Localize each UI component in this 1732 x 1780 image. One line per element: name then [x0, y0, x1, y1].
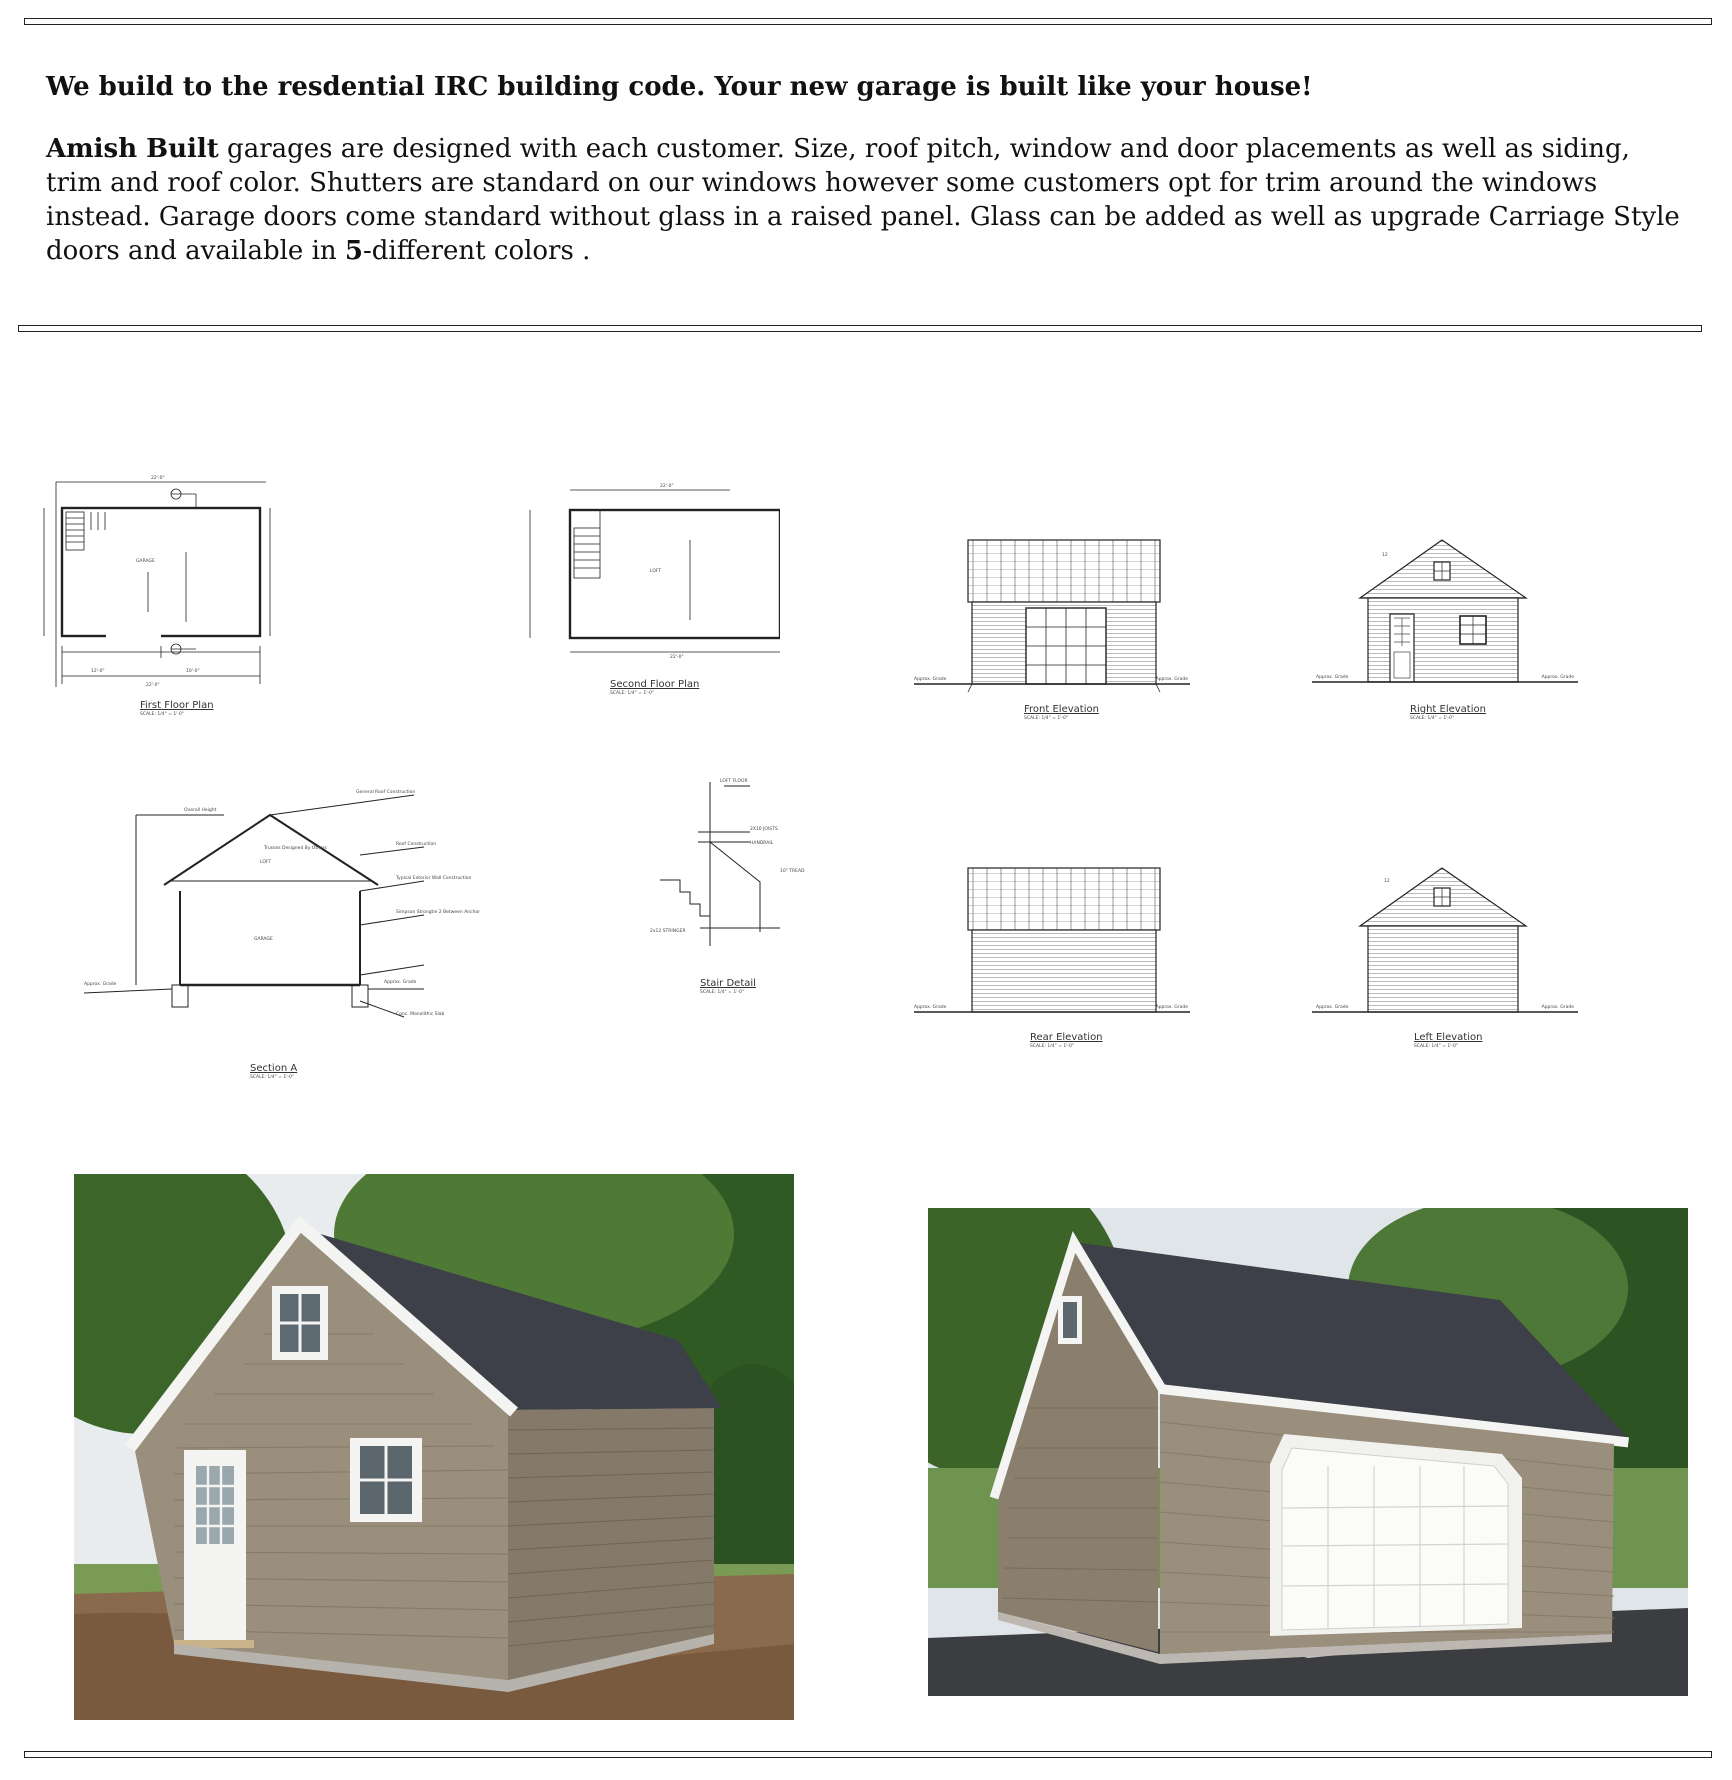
- stair-title: Stair Detail: [700, 978, 756, 989]
- svg-text:Approx. Grade: Approx. Grade: [1541, 675, 1574, 680]
- svg-text:Conc. Monolithic Slab: Conc. Monolithic Slab: [396, 1012, 445, 1017]
- svg-text:Approx. Grade: Approx. Grade: [1155, 1005, 1188, 1010]
- left-elev-title: Left Elevation: [1414, 1032, 1483, 1043]
- svg-text:12: 12: [1382, 553, 1388, 558]
- section-a-drawing: [84, 785, 524, 1085]
- svg-text:Approx. Grade: Approx. Grade: [384, 980, 417, 985]
- sfp-room-label: LOFT: [650, 569, 662, 574]
- svg-text:10'-0": 10'-0": [186, 669, 200, 674]
- brand-name: Amish Built: [46, 134, 219, 164]
- svg-text:Typical Exterior Wall Construc: Typical Exterior Wall Construction: [396, 876, 472, 881]
- section-loft-label: LOFT: [260, 860, 272, 865]
- second-floor-plan-drawing: [520, 480, 780, 700]
- intro-text: [46, 70, 1686, 296]
- svg-text:22'-0": 22'-0": [151, 476, 165, 481]
- right-elevation-drawing: [1308, 530, 1588, 730]
- svg-text:HANDRAIL: HANDRAIL: [750, 841, 774, 846]
- stair-detail-drawing: [640, 772, 840, 1012]
- svg-text:10" TREAD: 10" TREAD: [780, 869, 805, 874]
- svg-text:2X10 JOISTS: 2X10 JOISTS: [750, 827, 778, 832]
- garage-photo-side: [74, 1174, 794, 1720]
- sfp-title: Second Floor Plan: [610, 679, 700, 690]
- svg-text:Simpson Strongtie 2 Between An: Simpson Strongtie 2 Between Anchor: [396, 910, 481, 915]
- svg-text:22'-0": 22'-0": [660, 484, 674, 489]
- top-divider: [24, 18, 1712, 25]
- garage-photo-front: [928, 1208, 1688, 1696]
- color-count: 5: [344, 236, 363, 266]
- svg-text:Approx. Grade: Approx. Grade: [914, 677, 947, 682]
- left-elevation-drawing: [1308, 858, 1588, 1058]
- rear-elev-title: Rear Elevation: [1030, 1032, 1103, 1043]
- middle-divider: [18, 325, 1702, 332]
- section-room-label: GARAGE: [254, 937, 273, 942]
- svg-text:Approx. Grade: Approx. Grade: [1316, 1005, 1349, 1010]
- ffp-room-label: GARAGE: [136, 559, 155, 564]
- right-elev-title: Right Elevation: [1410, 704, 1486, 715]
- svg-text:Approx. Grade: Approx. Grade: [84, 982, 117, 987]
- svg-text:Overall Height: Overall Height: [184, 808, 217, 813]
- section-title: Section A: [250, 1063, 298, 1074]
- intro-headline: We build to the resdential IRC building code. Your new garage is built like your house!: [46, 72, 1313, 102]
- bottom-divider: [24, 1751, 1712, 1758]
- left-elev-scale: SCALE: 1/4" = 1'-0": [1414, 1044, 1458, 1049]
- svg-text:Roof Construction: Roof Construction: [396, 842, 437, 847]
- intro-paragraph: [46, 132, 1686, 268]
- rear-elev-scale: SCALE: 1/4" = 1'-0": [1030, 1044, 1074, 1049]
- section-scale: SCALE: 1/4" = 1'-0": [250, 1075, 294, 1080]
- svg-text:Approx. Grade: Approx. Grade: [1155, 677, 1188, 682]
- svg-text:22'-0": 22'-0": [670, 655, 684, 660]
- svg-text:Approx. Grade: Approx. Grade: [914, 1005, 947, 1010]
- svg-text:12: 12: [1384, 879, 1390, 884]
- first-floor-plan-drawing: [36, 472, 296, 722]
- svg-text:12'-0": 12'-0": [91, 669, 105, 674]
- svg-text:Approx. Grade: Approx. Grade: [1541, 1005, 1574, 1010]
- ffp-scale: SCALE: 1/4" = 1'-0": [140, 712, 184, 717]
- intro-body-2: -different colors .: [363, 236, 591, 266]
- front-elev-title: Front Elevation: [1024, 704, 1099, 715]
- sfp-scale: SCALE: 1/4" = 1'-0": [610, 691, 654, 696]
- svg-text:Trusses Designed By Others: Trusses Designed By Others: [264, 846, 327, 851]
- front-elevation-drawing: [910, 530, 1190, 730]
- svg-text:LOFT FLOOR: LOFT FLOOR: [720, 779, 748, 784]
- front-elev-scale: SCALE: 1/4" = 1'-0": [1024, 716, 1068, 721]
- svg-text:22'-0": 22'-0": [146, 683, 160, 688]
- svg-text:2x12 STRINGER: 2x12 STRINGER: [650, 929, 686, 934]
- rear-elevation-drawing: [910, 858, 1190, 1058]
- svg-text:General Roof Construction: General Roof Construction: [356, 790, 416, 795]
- stair-scale: SCALE: 1/4" = 1'-0": [700, 990, 744, 995]
- right-elev-scale: SCALE: 1/4" = 1'-0": [1410, 716, 1454, 721]
- intro-body-1: garages are designed with each customer. Size, roof pitch, window and door placements as well as siding, trim and roof color. Shutters are standard on our windows however some customers opt for trim around the windows instead. Garage doors come standard without glass in a raised panel. Glass can be added as well as upgrade Carriage Style doors and available in: [46, 134, 1680, 266]
- svg-text:Approx. Grade: Approx. Grade: [1316, 675, 1349, 680]
- ffp-title: First Floor Plan: [140, 700, 214, 711]
